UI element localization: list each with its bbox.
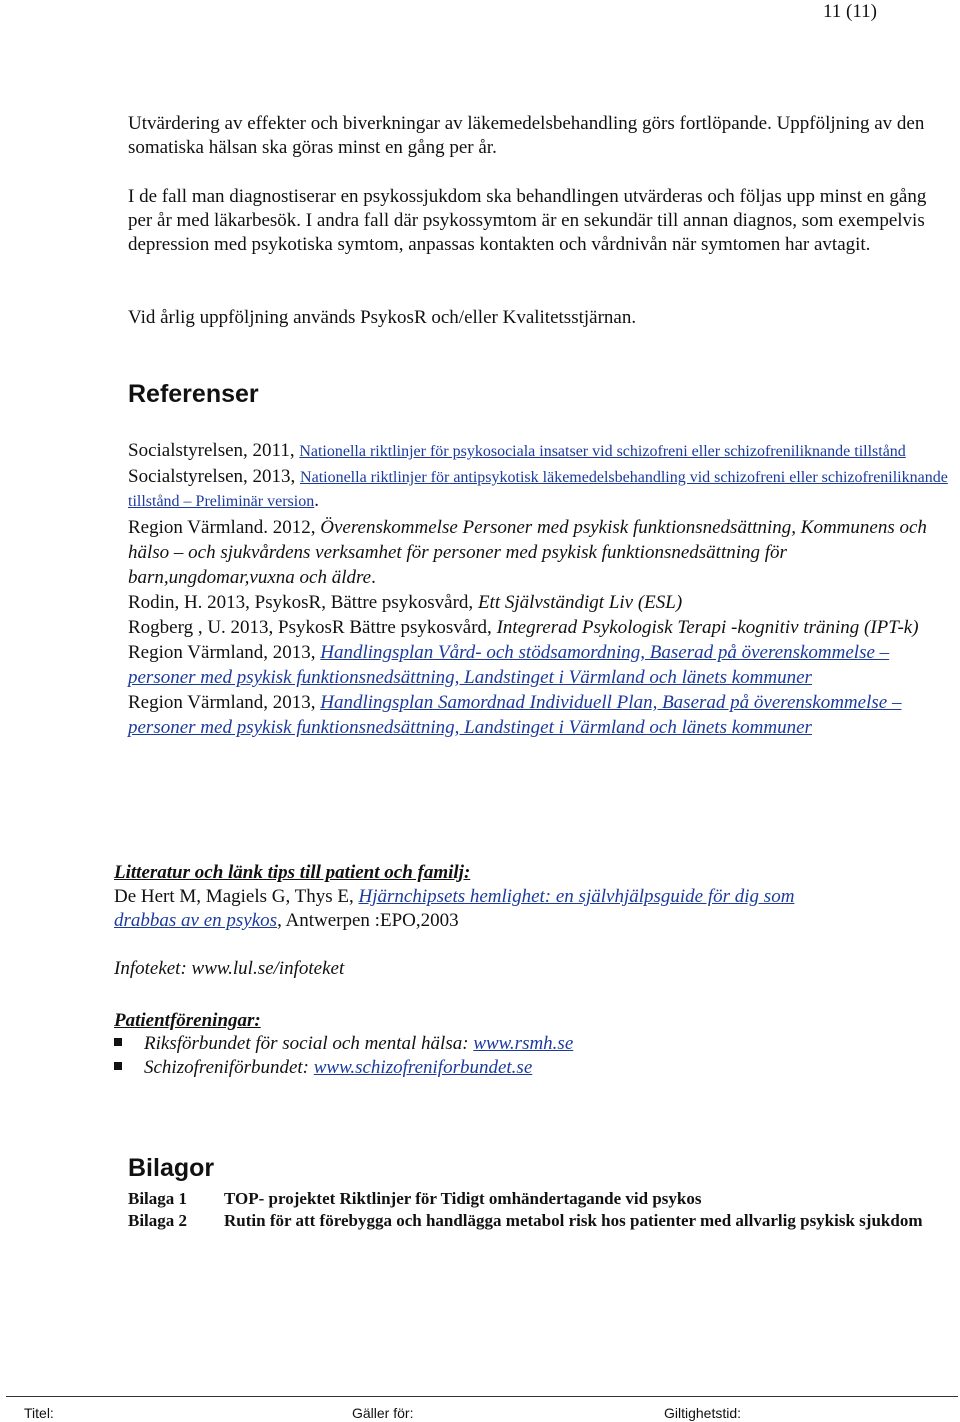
intro-paragraph-1: Utvärdering av effekter och biverkningar av läkemedelsbehandling görs fortlöpande. Uppföljning av den somatiska hälsan ska göras minst en gång per år. [128,113,925,158]
page-number: 11 (11) [823,1,877,22]
litteratur-publisher: , Antwerpen :EPO,2003 [277,910,459,931]
bilaga-key: Bilaga 1 [128,1189,188,1208]
patientforeningar-heading: Patientföreningar: [114,1010,261,1031]
reference-2-end: . [314,490,319,511]
intro-paragraph-3: Vid årlig uppföljning används PsykosR och/eller Kvalitetsstjärnan. [128,307,637,328]
footer-galler: Gäller för: [352,1405,414,1421]
litteratur-entry [114,885,834,933]
reference-5-author: Rogberg , U. 2013, PsykosR Bättre psykosvård, [128,617,497,638]
bilaga-value: Rutin för att förebygga och handlägga metabol risk hos patienter med allvarlig psykisk sjukdom [224,1211,923,1230]
rsmh-link[interactable]: www.rsmh.se [473,1033,574,1054]
reference-3-author: Region Värmland. 2012, [128,517,321,538]
bilagor-list [128,1188,954,1232]
footer-titel: Titel: [24,1405,54,1421]
litteratur-heading: Litteratur och länk tips till patient och familj: [114,862,471,883]
litteratur-book-link[interactable]: Hjärnchipsets hemlighet: en självhjälpsguide för dig som drabbas av en psykos [114,886,795,931]
reference-4 [128,590,954,615]
referenser-heading: Referenser [128,380,259,408]
patientforening-item-schizofreniforbundet [114,1056,532,1080]
bilaga-row [128,1210,954,1232]
bilaga-key: Bilaga 2 [128,1211,188,1230]
page-footer [6,1396,958,1422]
reference-1-link[interactable]: Nationella riktlinjer för psykosociala insatser vid schizofreni eller schizofreniliknande tillstånd [299,443,906,460]
reference-2-author: Socialstyrelsen, 2013, [128,466,301,487]
reference-1 [128,439,954,463]
reference-7 [128,690,954,740]
reference-4-title: Ett Självständigt Liv (ESL) [477,592,683,613]
reference-list [128,439,954,740]
reference-7-author: Region Värmland, 2013, [128,692,321,713]
intro-paragraph-2: I de fall man diagnostiserar en psykossjukdom ska behandlingen utvärderas och följas upp minst en gång per år med läkarbesök. I andra fall där psykossymtom är en sekundär till annan diagnos, som exempelvis depression med psykotiska symtom, anpassas kontakten och vårdnivån när symtomen har avtagit. [128,186,927,255]
reference-5 [128,615,954,640]
reference-7-link[interactable]: Handlingsplan Samordnad Individuell Plan, Baserad på överenskommelse – personer med psykisk funktionsnedsättning, Landstinget i Värmland och länets kommuner [128,692,902,738]
patientforening-item-rsmh [114,1032,573,1056]
litteratur-authors: De Hert M, Magiels G, Thys E, [114,886,359,907]
reference-3 [128,515,954,590]
bullet-square-icon [114,1062,122,1070]
bilaga-value: TOP- projektet Riktlinjer för Tidigt omhändertagande vid psykos [224,1189,702,1208]
bullet-square-icon [114,1038,122,1046]
reference-3-title: Överenskommelse Personer med psykisk funktionsnedsättning, Kommunens och hälso – och sjukvårdens verksamhet för personer med psykisk funktionsnedsättning för barn,ungdomar,vuxna och äldre [128,517,927,588]
footer-giltighet: Giltighetstid: [664,1405,742,1421]
reference-2 [128,465,954,513]
reference-4-author: Rodin, H. 2013, PsykosR, Bättre psykosvård, [128,592,478,613]
reference-6-author: Region Värmland, 2013, [128,642,321,663]
reference-6 [128,640,954,690]
reference-5-title: Integrerad Psykologisk Terapi -kognitiv träning (IPT-k) [496,617,919,638]
infoteket-text: Infoteket: www.lul.se/infoteket [114,958,345,979]
bilagor-heading: Bilagor [128,1154,215,1182]
reference-3-end: . [371,567,376,588]
schizofreniforbundet-link[interactable]: www.schizofreniforbundet.se [313,1057,533,1078]
reference-2-link[interactable]: Nationella riktlinjer för antipsykotisk läkemedelsbehandling vid schizofreni eller schizofreniliknande tillstånd – Preliminär version [128,469,948,510]
bilaga-row [128,1188,954,1210]
patientforening-label: Riksförbundet för social och mental hälsa: [144,1033,474,1054]
reference-1-author: Socialstyrelsen, 2011, [128,440,300,461]
patientforening-label: Schizofreniförbundet: [144,1057,314,1078]
reference-6-link[interactable]: Handlingsplan Vård- och stödsamordning, Baserad på överenskommelse – personer med psykisk funktionsnedsättning, Landstinget i Värmland och länets kommuner [128,642,890,688]
